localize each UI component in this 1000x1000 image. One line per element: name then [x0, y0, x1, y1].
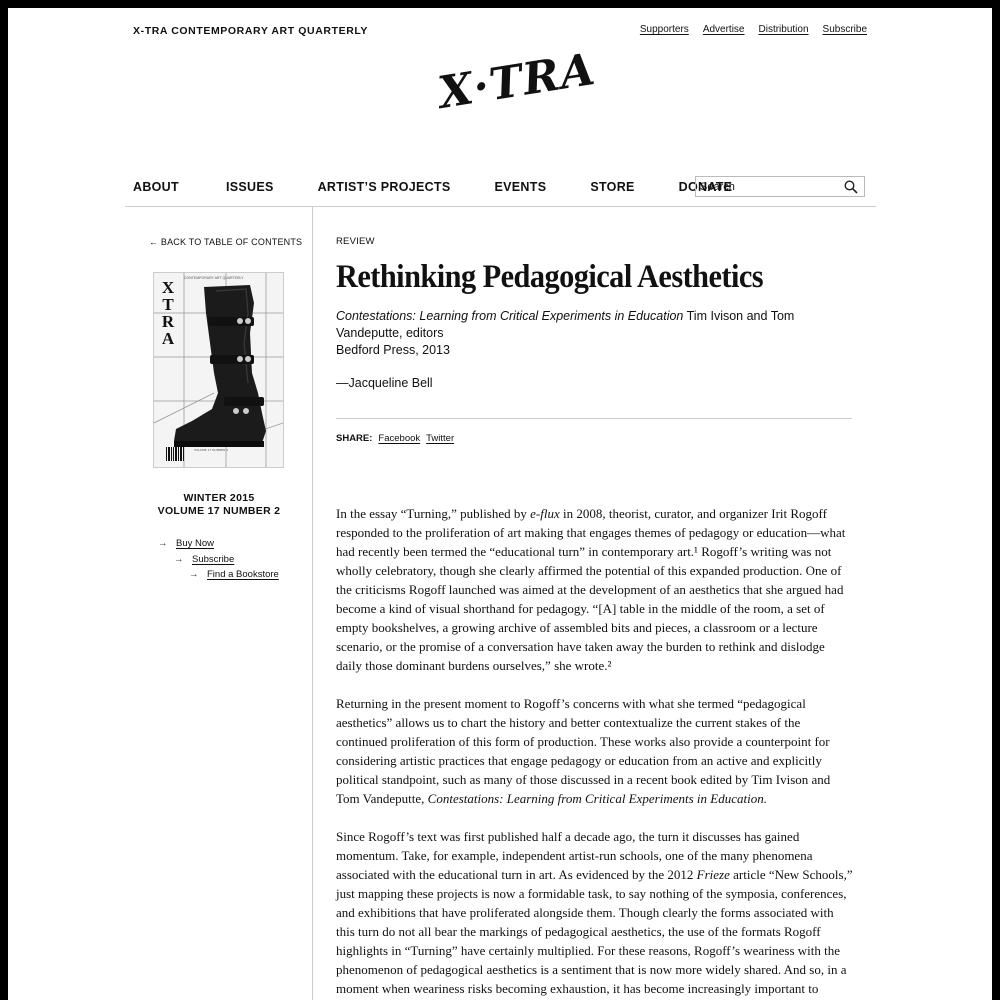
article-body: [336, 504, 854, 1000]
search-icon[interactable]: [844, 180, 858, 194]
sidebar-divider: [312, 207, 313, 1000]
cover-logo: X T R A: [161, 278, 175, 348]
top-link-supporters[interactable]: Supporters: [639, 24, 689, 35]
top-link-subscribe[interactable]: Subscribe: [822, 24, 867, 35]
share-bar: [336, 433, 454, 444]
subscribe-link[interactable]: → Subscribe: [174, 554, 235, 565]
nav-artists-projects[interactable]: ARTIST’S PROJECTS: [317, 180, 451, 194]
site-logo[interactable]: [435, 43, 599, 128]
main-nav: [133, 180, 732, 194]
search-box: [695, 176, 865, 197]
svg-text:VOLUME 17 NUMBER 2: VOLUME 17 NUMBER 2: [194, 448, 229, 452]
book-info: [336, 308, 856, 359]
arrow-right-icon: →: [158, 538, 168, 549]
paragraph: Since Rogoff’s text was first published half a decade ago, the turn it discusses has gained momentum. Take, for example, independent artist-run schools, one of the many phenomena associated with the educational turn in art. As evidenced by the 2012 Frieze article “New Schools,” just mapping these projects is now a formidable task, to say nothing of the symposia, conferences, and exhibitions that have proliferated alongside them. Though clearly the forms associated with this turn do not all bear the markings of pedagogical aesthetics, the use of the formats Rogoff highlights in “Turning” have certainly multiplied. For these reasons, Rogoff’s weariness with the phenomenon of pedagogical aesthetics is a sentiment that is now more widely shared. And so, in a moment when weariness risks becoming exhaustion, it has become increasingly important to: [336, 829, 853, 996]
article-category: REVIEW: [336, 236, 375, 247]
top-links: [640, 24, 867, 35]
buy-now-link[interactable]: → Buy Now: [158, 538, 215, 549]
nav-issues[interactable]: ISSUES: [225, 180, 274, 194]
nav-about[interactable]: ABOUT: [133, 180, 179, 194]
arrow-right-icon: →: [174, 554, 184, 565]
article-author: —Jacqueline Bell: [336, 376, 433, 390]
nav-events[interactable]: EVENTS: [494, 180, 547, 194]
issue-info: [138, 492, 300, 518]
issue-volume: VOLUME 17 NUMBER 2: [157, 505, 281, 517]
share-divider: [336, 418, 852, 419]
article-title: Rethinking Pedagogical Aesthetics: [336, 259, 764, 295]
book-title: Contestations: Learning from Critical Experiments in Education: [336, 309, 684, 323]
paragraph: In the essay “Turning,” published by e-flux in 2008, theorist, curator, and organizer Irit Rogoff responded to the proliferation of art making that engages themes of pedagogy or education—what had recently been termed the “educational turn” in contemporary art.¹ Rogoff’s writing was not wholly celebratory, though she clearly affirmed the potential of this expanded production. One of the criticisms Rogoff launched was aimed at the development of an aesthetics that she argued had become a kind of visual shorthand for pedagogy. “[A] table in the middle of the room, a set of empty bookshelves, a growing archive of assembled bits and pieces, a classroom or a lecture scenario, or the promise of a conversation have taken away the burden to rethink and dislodge daily those dominant burdens ourselves,” she wrote.²: [336, 506, 846, 673]
top-link-advertise[interactable]: Advertise: [702, 24, 745, 35]
header-divider: [125, 206, 876, 207]
issue-season: WINTER 2015: [183, 492, 255, 504]
top-link-distribution[interactable]: Distribution: [758, 24, 809, 35]
site-name[interactable]: X-TRA CONTEMPORARY ART QUARTERLY: [133, 25, 369, 37]
share-label: SHARE:: [336, 433, 373, 444]
search-input[interactable]: [696, 178, 840, 196]
book-editors: Tim Ivison and Tom Vandeputte, editors: [336, 309, 795, 340]
nav-store[interactable]: STORE: [590, 180, 635, 194]
arrow-right-icon: →: [189, 569, 199, 580]
cover-top-text: CONTEMPORARY ART QUARTERLY: [184, 276, 244, 280]
paragraph: Returning in the present moment to Rogoff’s concerns with what she termed “pedagogical aesthetics” allows us to chart the history and better contextualize the current stakes of the continued proliferation of this form of production. These works also provide a counterpoint for considering artistic practices that engage pedagogy or education from an active and explicitly political standpoint, such as many of those discussed in a recent book edited by Tim Ivison and Tom Vandeputte, Contestations: Learning from Critical Experiments in Education.: [336, 696, 831, 806]
logo-text: X·TRA: [435, 43, 599, 119]
page: [8, 8, 992, 1000]
nav-donate[interactable]: DONATE: [678, 180, 733, 194]
share-facebook-link[interactable]: Facebook: [378, 433, 421, 444]
book-publisher: Bedford Press, 2013: [336, 343, 450, 357]
find-bookstore-link[interactable]: → Find a Bookstore: [189, 569, 279, 580]
back-to-toc-link[interactable]: ← BACK TO TABLE OF CONTENTS: [149, 237, 303, 247]
issue-cover-image[interactable]: [153, 272, 284, 468]
share-twitter-link[interactable]: Twitter: [426, 433, 455, 444]
